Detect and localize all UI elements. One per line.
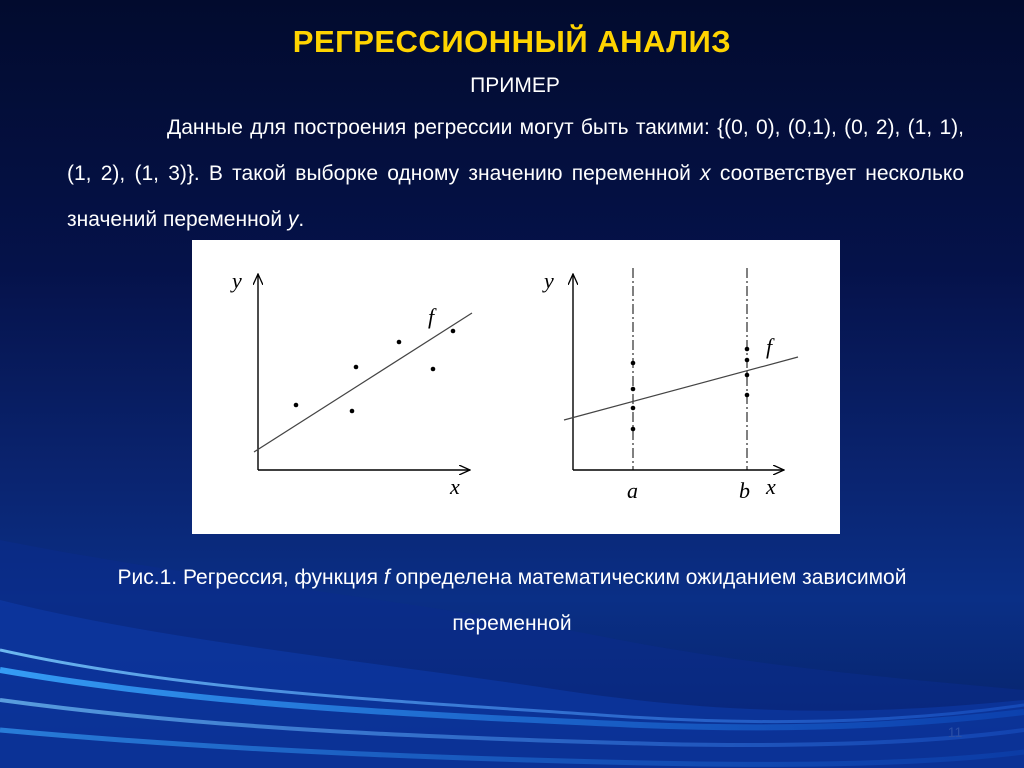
left-plot: [230, 268, 472, 499]
data-point: [631, 387, 636, 392]
left-x-label: x: [450, 474, 460, 499]
data-point: [631, 427, 636, 432]
slide-title: РЕГРЕССИОННЫЙ АНАЛИЗ: [292, 24, 732, 59]
data-point: [294, 403, 299, 408]
body-text-part2: соответствует несколько значений переменной: [67, 162, 964, 231]
left-regression-line: [254, 313, 472, 452]
right-f-label: f: [766, 334, 773, 359]
body-text-part3: .: [298, 208, 305, 231]
data-point: [745, 393, 750, 398]
data-point: [745, 373, 750, 378]
body-text-part1: Данные для построения регрессии могут быть такими: {(0, 0), (0,1), (0, 2), (1, 1), (1, 2), (1, 3)}. В такой выборке одному значению переменной: [67, 116, 964, 185]
point-b-label: b: [739, 478, 750, 503]
data-point: [354, 365, 359, 370]
regression-figure: [192, 240, 840, 534]
caption-function-f: f: [383, 566, 390, 589]
page-number: 11: [947, 724, 963, 740]
right-y-label: y: [544, 268, 554, 293]
caption-part1: Рис.1. Регрессия, функция: [117, 566, 384, 589]
slide-subtitle: ПРИМЕР: [470, 74, 560, 97]
caption-part2: определена математическим ожиданием зависимой переменной: [389, 566, 907, 635]
data-point: [631, 361, 636, 366]
right-x-label: x: [766, 474, 776, 499]
data-point: [451, 329, 456, 334]
data-point: [431, 367, 436, 372]
data-point: [350, 409, 355, 414]
data-point: [397, 340, 402, 345]
data-point: [631, 406, 636, 411]
body-paragraph: [67, 105, 964, 243]
variable-x: x: [700, 162, 711, 185]
right-plot: [542, 268, 798, 503]
regression-figure-svg: [192, 240, 840, 534]
data-point: [745, 347, 750, 352]
variable-y: y: [287, 208, 299, 231]
data-point: [745, 358, 750, 363]
point-a-label: a: [627, 478, 638, 503]
right-regression-line: [564, 357, 798, 420]
left-y-label: y: [232, 268, 242, 293]
left-f-label: f: [428, 304, 435, 329]
figure-caption: [110, 555, 914, 647]
